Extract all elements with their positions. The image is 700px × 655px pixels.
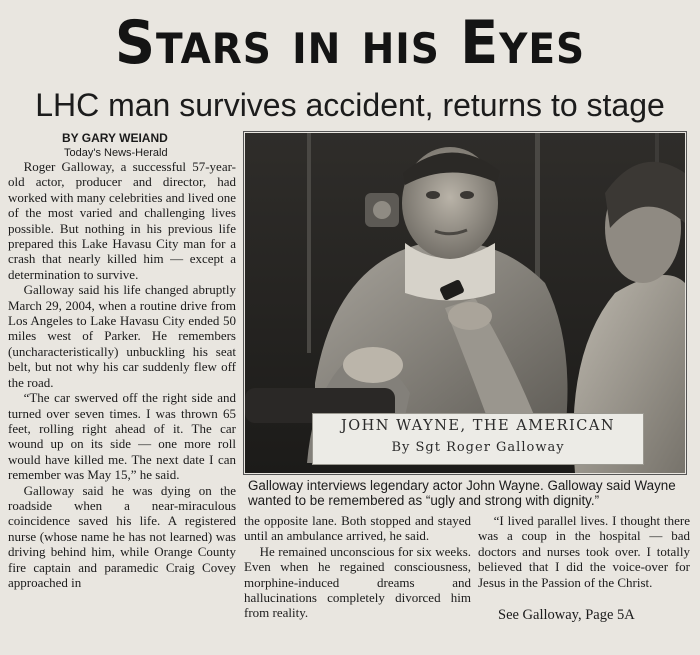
paragraph: “The car swerved off the right side and turned over seven times. I was thrown 65 feet, rolling right ahead of it. The car wound up on its side — one more roll would have killed me. The next date I can remember was May 15,” he said. [8,390,236,483]
paragraph: Galloway said his life changed abruptly March 29, 2004, when a routine drive from Los Angeles to Lake Havasu City ended 50 miles west of Parker. He remembers (uncharacteristically) unbuckling his seat belt, but not why his car suddenly flew off the road. [8,282,236,390]
publication-name: Today's News-Herald [64,147,168,159]
article-column-1 [8,159,236,590]
photo-caption: Galloway interviews legendary actor John Wayne. Galloway said Wayne wanted to be remembered as “ugly and strong with dignity.” [248,478,676,508]
paragraph: He remained unconscious for six weeks. Even when he regained consciousness, morphine-induced dreams and hallucinations completely divorced him from reality. [244,543,471,621]
paragraph: the opposite lane. Both stopped and stayed until an ambulance arrived, he said. [244,513,471,544]
headline: Stars in his Eyes [114,8,586,78]
subheadline: LHC man survives accident, returns to stage [35,87,665,123]
article-column-3 [478,513,690,590]
paragraph: “I lived parallel lives. I thought there was a coup in the hospital — bad doctors and nurses took over. I totally believed that I did the voice-over for Jesus in the Passion of the Christ. [478,513,690,590]
paragraph: Galloway said he was dying on the roadside when a near-miraculous coincidence saved his life. A registered nurse (whose name he has not learned) was driving behind him, while Orange County fire captain and paramedic Craig Covey approached in [8,482,236,590]
paragraph: Roger Galloway, a successful 57-year-old actor, producer and director, had worked with many celebrities and lived one of the most varied and challenging lives possible. But nothing in his previous life prepared this Lake Havasu City man for a crash that nearly killed him — except a determination to survive. [8,159,236,282]
byline: BY GARY WEIAND [62,131,168,145]
plate-credit: By Sgt Roger Galloway [391,440,565,455]
jump-line: See Galloway, Page 5A [498,607,635,623]
photo-title-plate [312,413,644,465]
article-column-2 [244,513,471,621]
plate-title: JOHN WAYNE, THE AMERICAN [340,418,616,434]
